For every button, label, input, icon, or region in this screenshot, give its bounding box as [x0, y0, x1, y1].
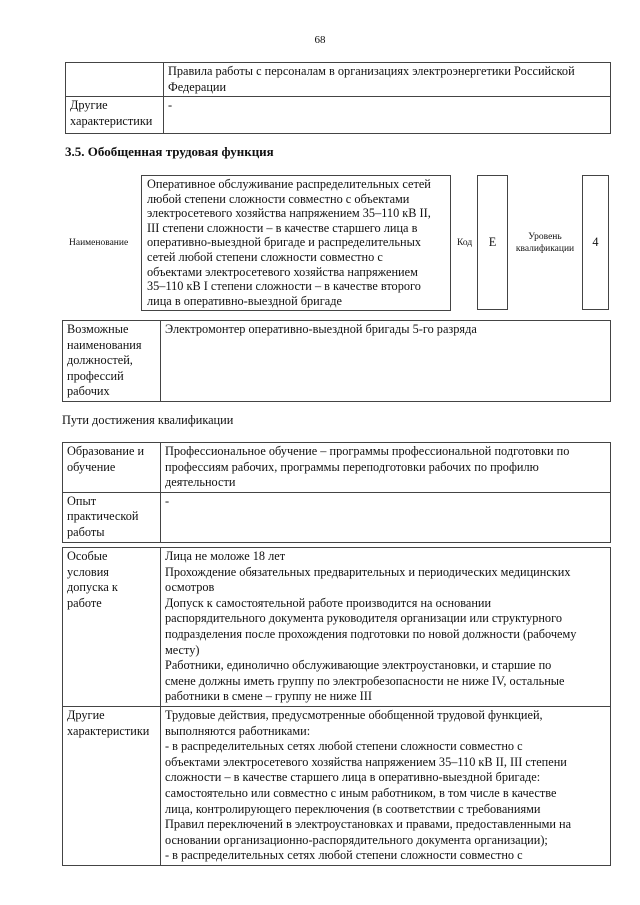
table-conditions	[62, 547, 611, 866]
text-line: подразделения после прохождения подготовки по новой должности (рабочему	[165, 626, 577, 641]
table-row	[63, 492, 611, 542]
text-line: III степени сложности – в качестве старшего лица в	[147, 220, 418, 235]
text-line: работы	[67, 524, 105, 539]
table-row	[66, 63, 611, 97]
row-label	[63, 706, 161, 865]
row-value	[161, 492, 611, 542]
table-row	[63, 443, 611, 493]
text-line: основании организационно-распорядительного документа организации);	[165, 832, 548, 847]
row-value	[161, 548, 611, 707]
text-line: Правила работы с персоналам в организациях электроэнергетики Российской	[168, 64, 575, 78]
text-line: -	[168, 98, 173, 113]
text-line: лица, контролирующего переключения (в соответствии с требованиями	[165, 801, 541, 816]
text-line: сетей любой степени сложности совместно с	[147, 249, 383, 264]
text-line: Трудовые действия, предусмотренные обобщенной трудовой функцией,	[165, 707, 543, 722]
text-line: Электромонтер оперативно-выездной бригады 5-го разряда	[165, 322, 477, 336]
text-line: должностей,	[67, 353, 133, 368]
function-name-value	[141, 175, 451, 311]
row-label	[63, 321, 161, 402]
text-line: Опыт	[67, 493, 97, 508]
text-line: любой степени сложности совместно с объектами	[147, 191, 410, 206]
row-value	[161, 443, 611, 493]
table-top	[65, 62, 611, 134]
text-line: квалификации	[515, 244, 575, 254]
text-line: Лица не моложе 18 лет	[165, 549, 286, 563]
text-line: Федерации	[168, 79, 227, 94]
text-line: профессий	[67, 368, 124, 383]
text-line: 35–110 кВ I степени сложности – в качестве второго	[147, 279, 421, 294]
text-line: Образование и	[67, 444, 145, 458]
text-line: Профессиональное обучение – программы профессиональной подготовки по	[165, 444, 570, 458]
text-line: - в распределительных сетях любой степени сложности совместно с	[165, 848, 523, 863]
table-paths	[62, 442, 611, 543]
text-line: рабочих	[67, 384, 110, 399]
text-line: профессиям рабочих, программы переподготовки рабочих по профилю	[165, 459, 539, 474]
row-value	[164, 97, 611, 134]
text-line: практической	[67, 509, 139, 524]
text-line: характеристики	[67, 723, 150, 738]
text-line: условия	[67, 564, 109, 579]
text-line: электросетевого хозяйства напряжением 35–110 кВ II,	[147, 206, 431, 221]
text-line: Работники, единолично обслуживающие электроустановки, и старшие по	[165, 658, 552, 673]
page-number: 68	[314, 34, 326, 46]
text-line: распорядительного документа руководителя организации или структурного	[165, 611, 562, 626]
text-line: самостоятельно или совместно с иным работником, в том числе в качестве	[165, 785, 557, 800]
level-value: 4	[582, 175, 609, 310]
text-line: объектами электросетевого хозяйства напряжением 35–110 кВ II, III степени	[165, 754, 567, 769]
row-label	[63, 492, 161, 542]
table-row	[66, 97, 611, 134]
section-heading: 3.5. Обобщенная трудовая функция	[65, 144, 274, 159]
text-line: допуска к	[67, 580, 118, 595]
text-line: месту)	[165, 642, 200, 657]
qualification-paths-title: Пути достижения квалификации	[62, 413, 234, 427]
text-line: Правил переключений в электроустановках и правами, предоставленными на	[165, 817, 572, 832]
text-line: характеристики	[70, 113, 153, 128]
row-value	[161, 706, 611, 865]
text-line: сложности – в качестве старшего лица в оперативно-выездной бригаде:	[165, 770, 541, 785]
text-line: оперативно-выездной бригаде и распределительных	[147, 235, 422, 250]
row-value	[161, 321, 611, 402]
text-line: Оперативное обслуживание распределительных сетей	[147, 177, 431, 191]
row-label	[63, 443, 161, 493]
row-value	[164, 63, 611, 97]
table-row	[63, 706, 611, 865]
name-label: Наименование	[69, 238, 129, 248]
text-line: Возможные	[67, 322, 129, 336]
text-line: Прохождение обязательных предварительных и периодических медицинских	[165, 564, 571, 579]
text-line: обучение	[67, 459, 116, 474]
table-positions	[62, 320, 611, 402]
row-label	[66, 97, 164, 134]
text-line: наименования	[67, 337, 142, 352]
text-line: лица в оперативно-выездной бригаде	[147, 293, 342, 308]
text-line: Другие	[70, 98, 108, 113]
code-value: E	[477, 175, 508, 310]
text-line: Допуск к самостоятельной работе производится на основании	[165, 595, 492, 610]
code-label: Код	[457, 238, 473, 248]
text-line: осмотров	[165, 580, 215, 595]
text-line: Уровень	[528, 232, 562, 242]
text-line: объектами электросетевого хозяйства напряжением	[147, 264, 418, 279]
text-line: деятельности	[165, 475, 236, 490]
table-row	[63, 548, 611, 707]
row-label	[63, 548, 161, 707]
text-line: - в распределительных сетях любой степени сложности совместно с	[165, 739, 523, 754]
text-line: работе	[67, 595, 102, 610]
text-line: смене должны иметь группу по электробезопасности не ниже IV, остальные	[165, 673, 565, 688]
row-label	[66, 63, 164, 97]
level-label	[510, 231, 580, 255]
text-line: выполняются работниками:	[165, 723, 311, 738]
text-line: Особые	[67, 549, 108, 563]
text-line: Другие	[67, 707, 105, 722]
text-line: работники в смене – группу не ниже III	[165, 689, 372, 704]
table-row	[63, 321, 611, 402]
text-line: -	[165, 493, 170, 508]
